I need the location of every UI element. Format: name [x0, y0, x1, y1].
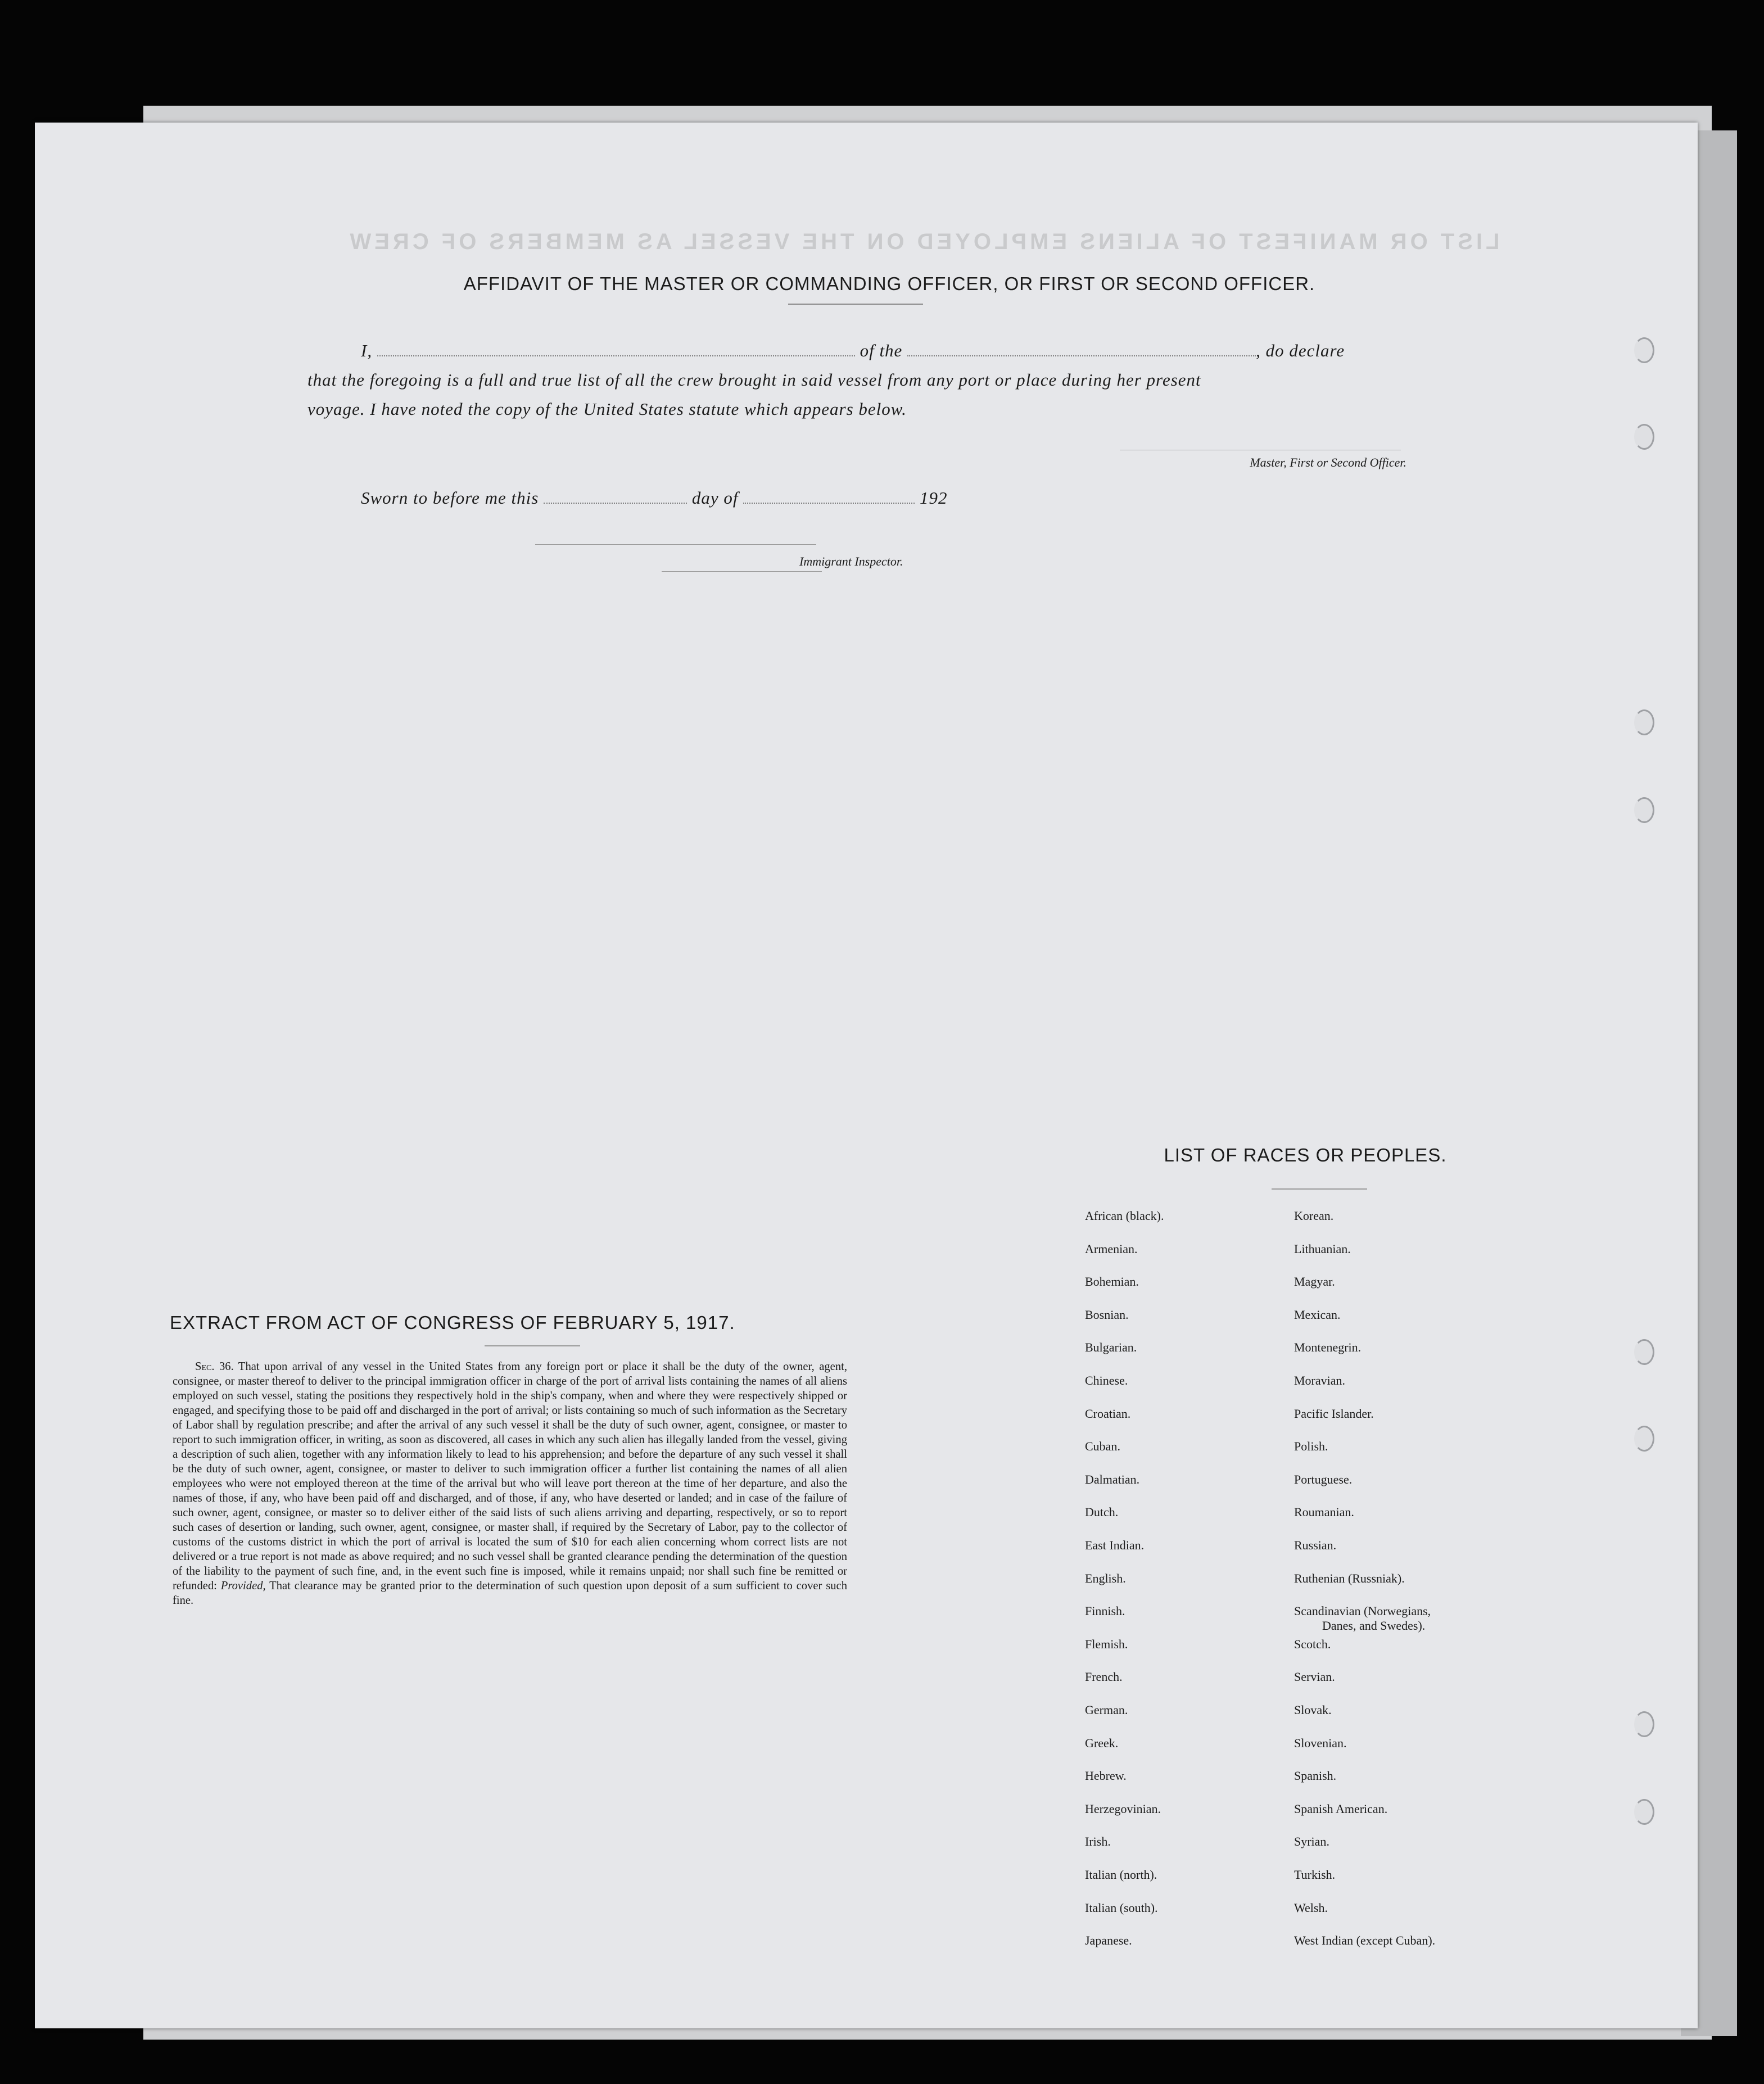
race-left-item: Greek.: [1085, 1735, 1119, 1750]
race-left-item: Croatian.: [1085, 1406, 1131, 1421]
sworn-day-blank[interactable]: [544, 503, 687, 504]
provided-label: Provided,: [220, 1580, 266, 1592]
race-right-item: Pacific Islander.: [1294, 1406, 1374, 1421]
race-right-item: Slovenian.: [1294, 1735, 1347, 1750]
binder-hole: [1634, 337, 1654, 363]
statute-body-2: That clearance may be granted prior to the determination of such question upon deposit of a sum sufficient to cover such fine.: [173, 1580, 847, 1607]
race-right-item: West Indian (except Cuban).: [1294, 1933, 1436, 1948]
race-right-item: Mexican.: [1294, 1307, 1341, 1322]
section-label: Sec. 36.: [195, 1360, 234, 1373]
race-left-item: Italian (south).: [1085, 1900, 1158, 1915]
binder-hole: [1634, 1711, 1654, 1737]
race-left-item: Dalmatian.: [1085, 1472, 1140, 1486]
sworn-month-blank[interactable]: [743, 503, 915, 504]
race-right-item: Turkish.: [1294, 1868, 1336, 1882]
race-left-item: French.: [1085, 1670, 1123, 1684]
name-blank[interactable]: [377, 355, 855, 356]
race-right-item: Welsh.: [1294, 1900, 1328, 1915]
race-left-item: East Indian.: [1085, 1538, 1145, 1552]
race-right-item: Servian.: [1294, 1670, 1335, 1684]
race-right-item: Syrian.: [1294, 1834, 1329, 1849]
of-the-label: of the: [860, 341, 903, 360]
inspector-label: Immigrant Inspector.: [799, 554, 903, 568]
binder-hole: [1634, 797, 1654, 823]
race-left-item: Bulgarian.: [1085, 1340, 1137, 1355]
race-right-item: Lithuanian.: [1294, 1241, 1351, 1256]
race-right-item: Spanish.: [1294, 1769, 1337, 1783]
race-left-item: Cuban.: [1085, 1439, 1120, 1454]
race-right-item: Polish.: [1294, 1439, 1328, 1454]
race-left-item: Italian (north).: [1085, 1868, 1157, 1882]
inspector-line-upper: [535, 544, 816, 545]
signature-label: Master, First or Second Officer.: [1250, 455, 1406, 469]
vessel-blank[interactable]: [907, 355, 1256, 356]
race-left-item: Bosnian.: [1085, 1307, 1129, 1322]
race-right-item: Slovak.: [1294, 1703, 1332, 1717]
race-left-item: Finnish.: [1085, 1604, 1125, 1619]
race-right-item: Montenegrin.: [1294, 1340, 1362, 1355]
affidavit-line-3: voyage. I have noted the copy of the United States statute which appears below.: [307, 399, 907, 419]
extract-divider: [485, 1345, 580, 1346]
race-right-item: Ruthenian (Russniak).: [1294, 1571, 1405, 1585]
race-right-item: Spanish American.: [1294, 1801, 1388, 1816]
year-label: 192: [919, 488, 948, 508]
inspector-line: [662, 571, 822, 572]
i-label: I,: [361, 341, 373, 360]
bleed-through-header: LIST OR MANIFEST OF ALIENS EMPLOYED ON THE VESSEL AS MEMBERS OF CREW: [346, 229, 1500, 254]
title-divider: [788, 304, 923, 305]
race-right-item: Magyar.: [1294, 1274, 1335, 1289]
extract-title: EXTRACT FROM ACT OF CONGRESS OF FEBRUARY 5, 1917.: [170, 1312, 735, 1333]
race-left-item: Herzegovinian.: [1085, 1801, 1161, 1816]
statute-body-1: That upon arrival of any vessel in the United States from any foreign port or place it shall be the duty of the owner, agent, consignee, or master thereof to deliver to the principal immigration officer in charge of the port of arrival lists containing the names of all aliens employed on such vessel, stating the positions they respectively hold in the ship's company, when and where they were respectively shipped or engaged, and specifying those to be paid off and discharged in the port of arrival; or lists containing so much of such information as the Secretary of Labor shall by regulation prescribe; and after the arrival of any such vessel it shall be the duty of such owner, agent, consignee, or master to report to such immigration officer, in writing, as soon as discovered, all cases in which any such alien has illegally landed from the vessel, giving a description of such alien, together with any information likely to lead to his apprehension; and before the departure of any such vessel it shall be the duty of such owner, agent, consignee, or master to deliver to such immigration officer a further list containing the names of all alien employees who were not employed thereon at the time of the arrival but who will leave port thereon at the time of her departure, and also the names of those, if any, who have been paid off and discharged, and of those, if any, who have deserted or landed; and in case of the failure of such owner, agent, consignee, or master so to deliver either of the said lists of such aliens arriving and departing, respectively, or so to report such cases of desertion or landing, such owner, agent, consignee, or master shall, if required by the Secretary of Labor, pay to the collector of customs of the customs district in which the port of arrival is located the sum of $10 for each alien concerning whom correct lists are not delivered or a true report is not made as above required; and no such vessel shall be granted clearance pending the determination of the question of the liability to the payment of such fine, and, in the event such fine is imposed, while it remains unpaid; nor shall such fine be remitted or refunded:: [173, 1360, 847, 1592]
binder-hole: [1634, 1339, 1654, 1365]
race-left-item: Irish.: [1085, 1834, 1111, 1849]
race-left-item: Hebrew.: [1085, 1769, 1127, 1783]
race-left-item: German.: [1085, 1703, 1128, 1717]
race-right-item: Scandinavian (Norwegians,: [1294, 1604, 1431, 1619]
affidavit-line-2: that the foregoing is a full and true list of all the crew brought in said vessel from any port or place during her present: [307, 370, 1201, 390]
race-left-item: Dutch.: [1085, 1505, 1119, 1520]
sworn-line: [361, 488, 1092, 508]
races-title: LIST OF RACES OR PEOPLES.: [1164, 1145, 1447, 1165]
race-continuation: Danes, and Swedes).: [1322, 1619, 1426, 1633]
race-left-item: African (black).: [1085, 1209, 1164, 1223]
affidavit-title: AFFIDAVIT OF THE MASTER OR COMMANDING OFFICER, OR FIRST OR SECOND OFFICER.: [463, 273, 1315, 294]
race-right-item: Portuguese.: [1294, 1472, 1353, 1486]
races-divider: [1272, 1188, 1367, 1190]
binder-hole: [1634, 1426, 1654, 1452]
binder-hole: [1634, 709, 1654, 735]
race-left-item: Japanese.: [1085, 1933, 1132, 1948]
document-page: [35, 123, 1698, 2028]
do-declare-label: , do declare: [1256, 341, 1345, 360]
race-left-item: Chinese.: [1085, 1373, 1128, 1387]
race-left-item: Bohemian.: [1085, 1274, 1139, 1289]
sworn-label: Sworn to before me this: [361, 488, 539, 508]
race-right-item: Russian.: [1294, 1538, 1337, 1552]
race-left-item: Flemish.: [1085, 1637, 1128, 1651]
statute-text: [173, 1359, 847, 1608]
race-left-item: Armenian.: [1085, 1241, 1138, 1256]
race-right-item: Scotch.: [1294, 1637, 1331, 1651]
affidavit-line-1: [361, 341, 1406, 361]
race-left-item: English.: [1085, 1571, 1126, 1585]
race-right-item: Roumanian.: [1294, 1505, 1354, 1520]
day-of-label: day of: [691, 488, 739, 508]
race-right-item: Korean.: [1294, 1209, 1334, 1223]
binder-hole: [1634, 424, 1654, 450]
race-right-item: Moravian.: [1294, 1373, 1346, 1387]
binder-hole: [1634, 1799, 1654, 1825]
